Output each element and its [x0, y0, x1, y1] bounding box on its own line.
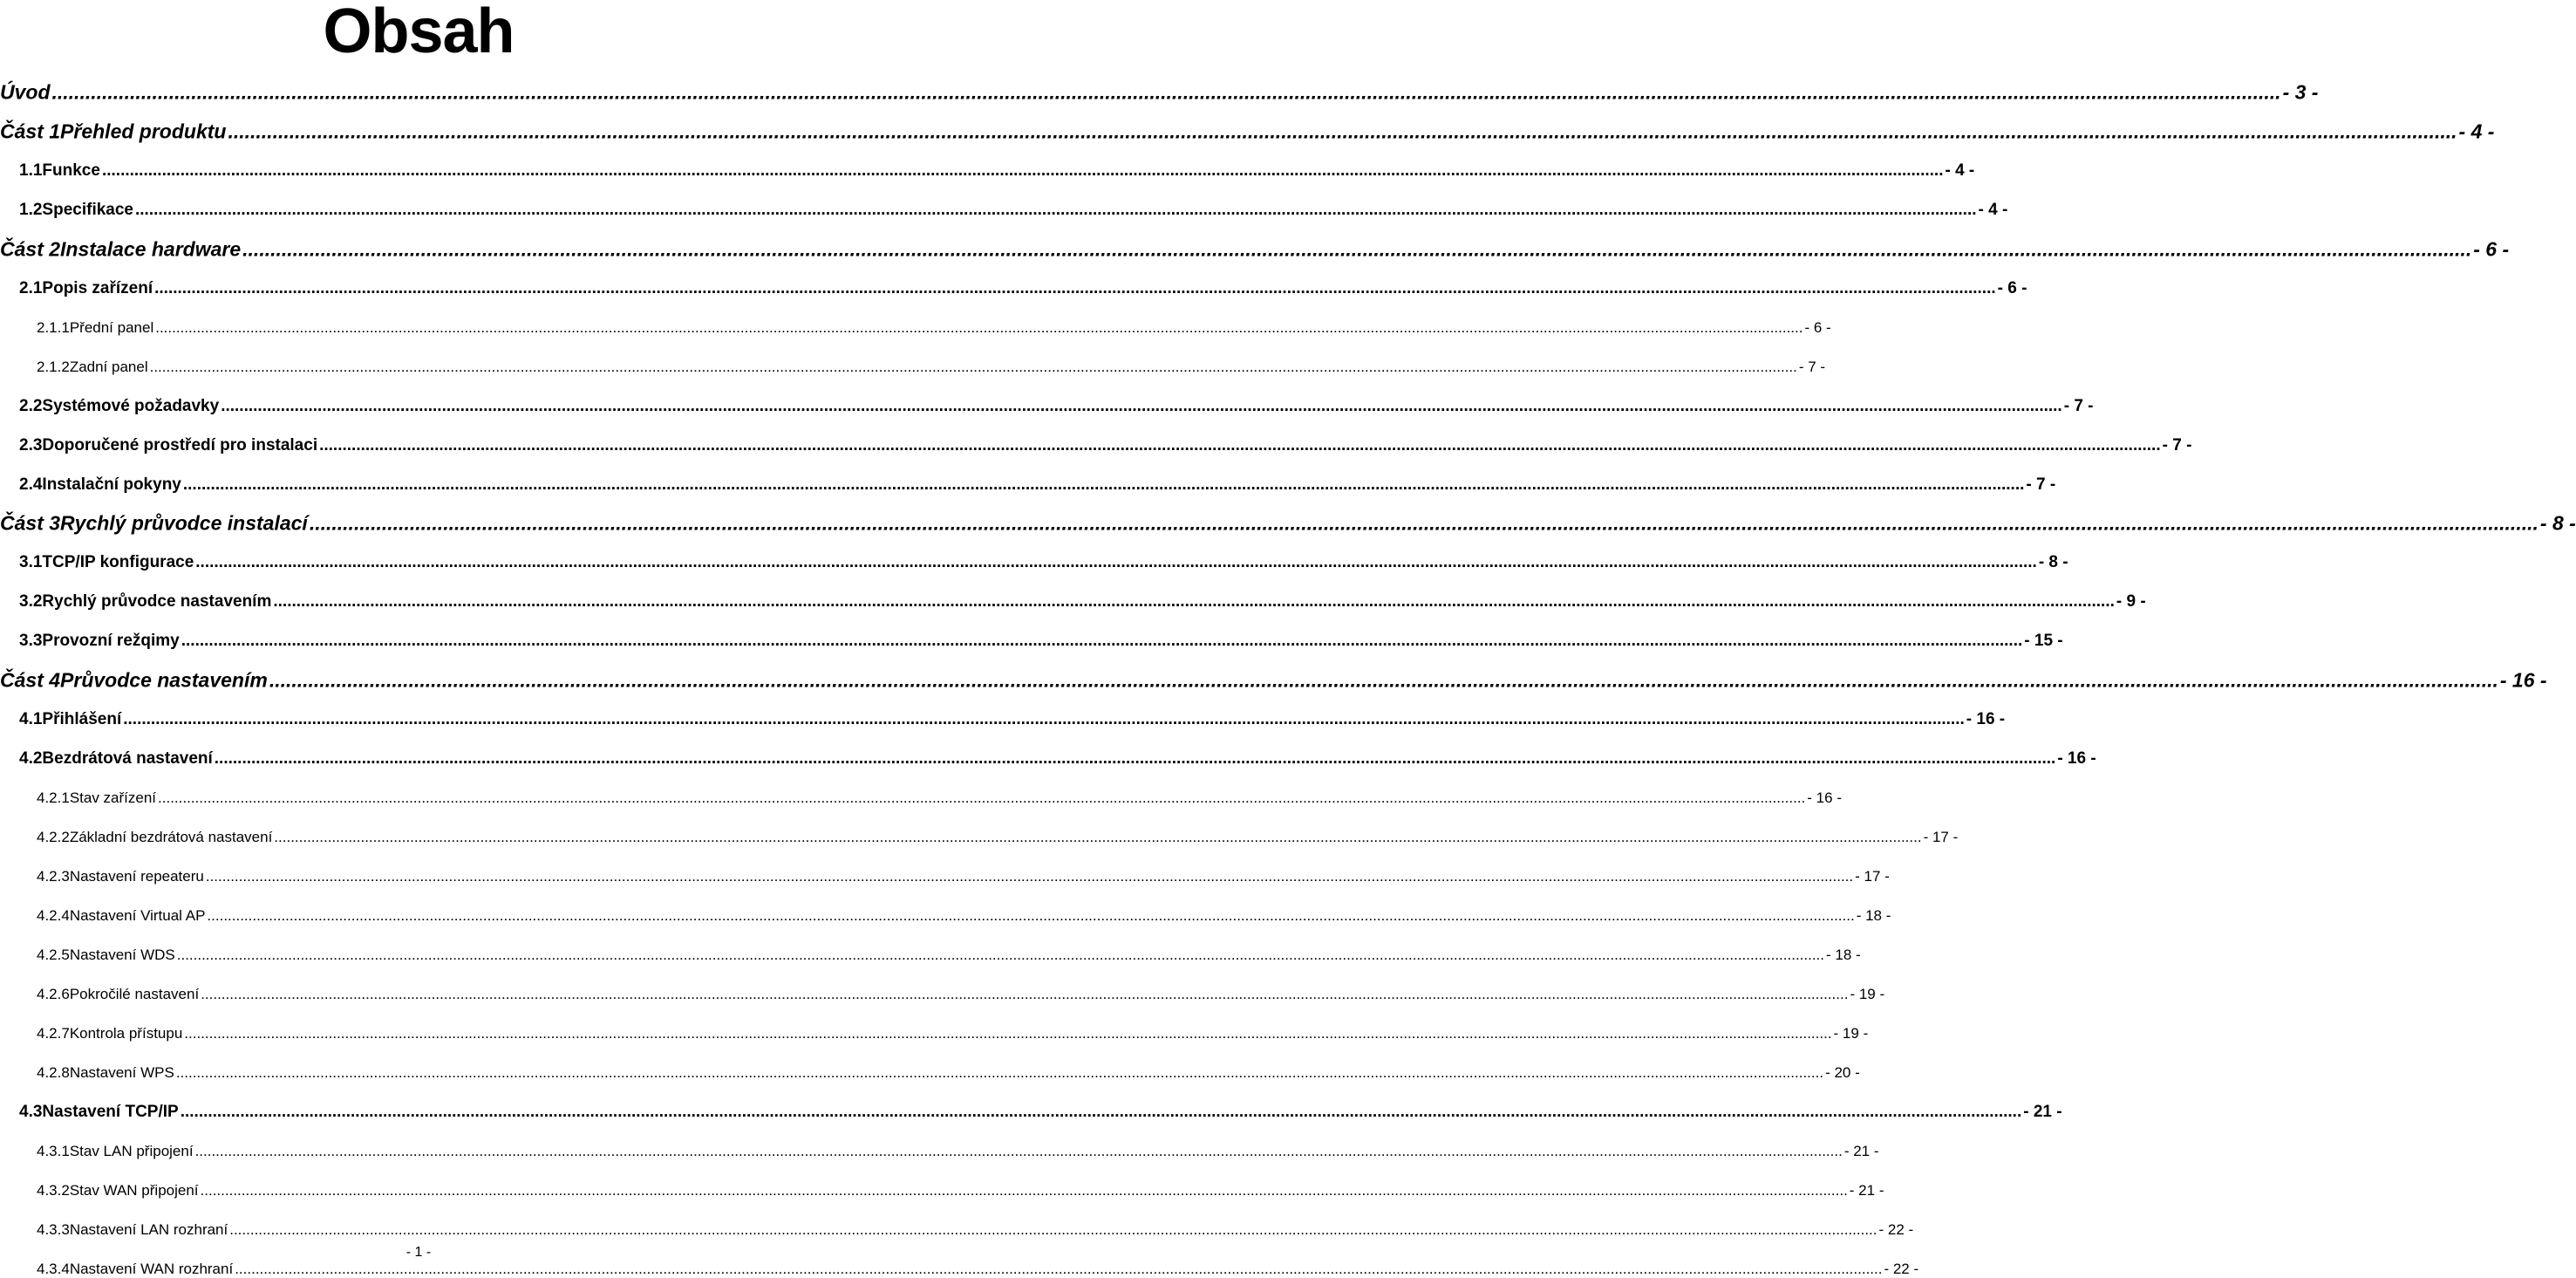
toc-entry-page: - 7 - — [2063, 396, 2094, 415]
dot-leader: ................................................................................................................................................................................................................................................................................................................................................................................................................ — [201, 985, 1849, 1002]
dot-leader: ................................................................................................................................................................................................................................................................................................................................................................................................................ — [175, 1063, 1824, 1081]
toc-entry-page: - 22 - — [1878, 1220, 1914, 1238]
toc-entry[interactable] — [19, 278, 2027, 298]
toc-entry-page: - 18 - — [1856, 906, 1891, 924]
toc-entry[interactable] — [37, 358, 1826, 376]
toc-entry-number: 4.2.1 — [37, 789, 70, 807]
dot-leader: ................................................................................................................................................................................................................................................................................................................................................................................................................ — [214, 749, 2056, 769]
toc-entry-number: 4.2.3 — [37, 868, 70, 885]
toc-entry-number: 2.1 — [19, 278, 43, 297]
dot-leader: ................................................................................................................................................................................................................................................................................................................................................................................................................ — [149, 358, 1797, 375]
page-number: - 1 - — [405, 1245, 432, 1260]
toc-entry-page: - 4 - — [1945, 161, 1975, 180]
toc-entry[interactable] — [37, 829, 1959, 846]
dot-leader: ................................................................................................................................................................................................................................................................................................................................................................................................................ — [195, 553, 2037, 572]
toc-entry-title: Přehled produktu — [60, 120, 227, 143]
dot-leader: ................................................................................................................................................................................................................................................................................................................................................................................................................ — [135, 200, 1977, 219]
dot-leader: ................................................................................................................................................................................................................................................................................................................................................................................................................ — [221, 396, 2062, 415]
toc-entry[interactable] — [37, 1260, 1919, 1278]
toc-entry-number: 3.2 — [19, 592, 43, 612]
toc-entry-title: Systémové požadavky — [42, 396, 220, 415]
toc-entry-page: - 17 - — [1855, 868, 1890, 885]
toc-entry-page: - 8 - — [2539, 511, 2576, 535]
toc-entry-page: - 18 - — [1826, 946, 1861, 963]
toc-entry-number: 1.2 — [19, 200, 43, 219]
toc-entry-title: Úvod — [0, 80, 51, 104]
toc-entry-number: 4.2.8 — [37, 1063, 70, 1081]
toc-entry-page: - 7 - — [2162, 435, 2192, 454]
toc-entry[interactable] — [37, 789, 1842, 807]
dot-leader: ................................................................................................................................................................................................................................................................................................................................................................................................................ — [154, 278, 1996, 297]
toc-entry-title: Zadní panel — [69, 358, 148, 375]
toc-entry-page: - 7 - — [2026, 475, 2056, 494]
toc-entry[interactable] — [19, 592, 2146, 612]
toc-entry-page: - 3 - — [2282, 80, 2319, 104]
toc-entry[interactable] — [19, 435, 2192, 455]
dot-leader: ................................................................................................................................................................................................................................................................................................................................................................................................................ — [229, 1220, 1877, 1238]
toc-entry-number: 4.1 — [19, 710, 43, 729]
toc-entry-number: 3.1 — [19, 553, 43, 572]
toc-entry[interactable] — [37, 318, 1831, 337]
toc-entry-number: 4.3.2 — [37, 1181, 70, 1199]
toc-entry-number: 4.2.2 — [37, 829, 70, 846]
toc-entry-number: 4.3.1 — [37, 1142, 70, 1159]
dot-leader: ................................................................................................................................................................................................................................................................................................................................................................................................................ — [274, 829, 1922, 846]
toc-entry-title: Pokročilé nastavení — [69, 985, 200, 1002]
toc-entry-title: Kontrola přístupu — [69, 1024, 183, 1042]
toc-entry-number: 2.1.2 — [37, 358, 70, 375]
toc-entry[interactable] — [19, 1102, 2062, 1122]
toc-entry[interactable] — [0, 237, 2510, 261]
toc-entry-title: Stav LAN připojení — [69, 1142, 194, 1159]
toc-entry-title: Doporučené prostředí pro instalaci — [42, 435, 318, 454]
toc-entry-number: 2.3 — [19, 435, 43, 454]
dot-leader: ................................................................................................................................................................................................................................................................................................................................................................................................................ — [200, 1181, 1848, 1199]
dot-leader: ................................................................................................................................................................................................................................................................................................................................................................................................................ — [205, 868, 1854, 885]
dot-leader: ................................................................................................................................................................................................................................................................................................................................................................................................................ — [101, 161, 1944, 180]
toc-entry[interactable] — [0, 120, 2495, 143]
toc-entry[interactable] — [0, 511, 2576, 536]
dot-leader: ................................................................................................................................................................................................................................................................................................................................................................................................................ — [176, 946, 1825, 963]
toc-entry-page: - 22 - — [1884, 1260, 1919, 1277]
toc-entry-title: Popis zařízení — [42, 278, 153, 297]
toc-entry[interactable] — [19, 710, 2006, 729]
toc-entry-title: TCP/IP konfigurace — [42, 553, 194, 572]
toc-entry-title: Rychlý průvodce nastavením — [42, 592, 272, 612]
toc-entry[interactable] — [37, 985, 1885, 1003]
toc-entry-number: 1.1 — [19, 161, 43, 180]
toc-entry-title: Rychlý průvodce instalací — [60, 511, 308, 535]
toc-entry[interactable] — [19, 632, 2063, 651]
toc-entry-page: - 6 - — [2473, 237, 2510, 261]
dot-leader: ................................................................................................................................................................................................................................................................................................................................................................................................................ — [51, 80, 2281, 104]
toc-entry-number: 2.2 — [19, 396, 43, 415]
toc-entry-page: - 16 - — [2499, 668, 2547, 692]
toc-entry[interactable] — [0, 668, 2547, 693]
dot-leader: ................................................................................................................................................................................................................................................................................................................................................................................................................ — [194, 1142, 1843, 1159]
toc-entry[interactable] — [19, 396, 2094, 416]
toc-entry-page: - 21 - — [1843, 1142, 1879, 1159]
dot-leader: ................................................................................................................................................................................................................................................................................................................................................................................................................ — [319, 435, 2161, 454]
dot-leader: ................................................................................................................................................................................................................................................................................................................................................................................................................ — [207, 906, 1855, 924]
toc-entry-title: Provozní režqimy — [42, 632, 180, 651]
toc-entry-page: - 21 - — [1849, 1181, 1884, 1199]
toc-entry-page: - 19 - — [1833, 1024, 1869, 1042]
toc-entry[interactable] — [37, 1181, 1884, 1199]
toc-entry[interactable] — [37, 1024, 1869, 1042]
toc-entry-title: Přední panel — [69, 318, 154, 336]
toc-entry-number: 4.2 — [19, 749, 43, 769]
toc-entry[interactable] — [37, 946, 1861, 964]
dot-leader: ................................................................................................................................................................................................................................................................................................................................................................................................................ — [235, 1260, 1883, 1277]
toc-entry-title: Instalace hardware — [60, 237, 242, 261]
toc-entry[interactable] — [19, 749, 2096, 769]
dot-leader: ................................................................................................................................................................................................................................................................................................................................................................................................................ — [228, 120, 2457, 143]
toc-entry-page: - 9 - — [2116, 592, 2146, 612]
toc-entry-title: Specifikace — [42, 200, 133, 219]
toc-entry-page: - 19 - — [1850, 985, 1885, 1002]
toc-entry[interactable] — [19, 553, 2068, 572]
dot-leader: ................................................................................................................................................................................................................................................................................................................................................................................................................ — [242, 237, 2472, 261]
toc-entry-title: Stav WAN připojení — [69, 1181, 199, 1199]
dot-leader: ................................................................................................................................................................................................................................................................................................................................................................................................................ — [273, 592, 2115, 612]
toc-entry[interactable] — [37, 1063, 1860, 1082]
toc-entry-title: Bezdrátová nastavení — [42, 749, 213, 769]
toc-entry-number: Část 3 — [0, 511, 61, 535]
toc-entry-number: Část 1 — [0, 120, 61, 143]
page-title: Obsah — [323, 0, 515, 66]
toc-entry-title: Přihlášení — [42, 710, 122, 729]
dot-leader: ................................................................................................................................................................................................................................................................................................................................................................................................................ — [269, 668, 2498, 692]
toc-entry-page: - 6 - — [1997, 278, 2027, 297]
dot-leader: ................................................................................................................................................................................................................................................................................................................................................................................................................ — [155, 318, 1803, 336]
toc-entry-title: Nastavení WAN rozhraní — [69, 1260, 234, 1277]
toc-entry-number: 2.1.1 — [37, 318, 70, 336]
toc-entry-title: Funkce — [42, 161, 100, 180]
toc-entry-page: - 4 - — [2458, 120, 2495, 143]
dot-leader: ................................................................................................................................................................................................................................................................................................................................................................................................................ — [182, 475, 2025, 494]
toc-entry-title: Instalační pokyny — [42, 475, 181, 494]
toc-entry[interactable] — [19, 161, 1975, 181]
toc-entry-number: 4.3.3 — [37, 1220, 70, 1238]
toc-entry-title: Nastavení WDS — [69, 946, 175, 963]
toc-entry-number: Část 2 — [0, 237, 61, 261]
dot-leader: ................................................................................................................................................................................................................................................................................................................................................................................................................ — [309, 511, 2539, 535]
toc-entry-number: 4.2.7 — [37, 1024, 70, 1042]
dot-leader: ................................................................................................................................................................................................................................................................................................................................................................................................................ — [180, 1102, 2022, 1121]
toc-entry-page: - 16 - — [1966, 710, 2006, 729]
toc-entry-number: 4.3.4 — [37, 1260, 70, 1277]
toc-entry[interactable] — [37, 906, 1891, 925]
toc-entry-number: 3.3 — [19, 632, 43, 651]
toc-entry-page: - 4 - — [1978, 200, 2008, 219]
toc-entry-title: Stav zařízení — [69, 789, 157, 807]
toc-entry-page: - 20 - — [1825, 1063, 1860, 1081]
toc-entry-title: Nastavení WPS — [69, 1063, 174, 1081]
toc-entry-page: - 16 - — [2057, 749, 2096, 769]
toc-entry-page: - 21 - — [2023, 1102, 2062, 1121]
toc-entry-title: Nastavení repeateru — [69, 868, 204, 885]
toc-entry-page: - 15 - — [2024, 632, 2063, 651]
dot-leader: ................................................................................................................................................................................................................................................................................................................................................................................................................ — [123, 710, 1965, 729]
dot-leader: ................................................................................................................................................................................................................................................................................................................................................................................................................ — [184, 1024, 1832, 1042]
toc-entry-number: Část 4 — [0, 668, 61, 692]
toc-entry-page: - 17 - — [1923, 829, 1959, 846]
toc-entry-page: - 6 - — [1804, 318, 1831, 336]
toc-entry-title: Základní bezdrátová nastavení — [69, 829, 273, 846]
toc-entry-page: - 16 - — [1807, 789, 1842, 807]
toc-entry-number: 2.4 — [19, 475, 43, 494]
dot-leader: ................................................................................................................................................................................................................................................................................................................................................................................................................ — [158, 789, 1806, 807]
toc-entry[interactable] — [19, 475, 2056, 495]
toc-entry-page: - 7 - — [1798, 358, 1826, 375]
toc-entry-title: Průvodce nastavením — [60, 668, 268, 692]
toc-entry[interactable] — [37, 1142, 1879, 1160]
toc-entry-number: 4.3 — [19, 1102, 43, 1121]
toc-entry-title: Nastavení TCP/IP — [42, 1102, 179, 1121]
toc-entry-number: 4.2.6 — [37, 985, 70, 1002]
toc-entry[interactable] — [19, 200, 2008, 220]
dot-leader: ................................................................................................................................................................................................................................................................................................................................................................................................................ — [181, 632, 2023, 651]
toc-entry-number: 4.2.5 — [37, 946, 70, 963]
toc-entry[interactable] — [0, 80, 2319, 105]
toc-entry-title: Nastavení LAN rozhraní — [69, 1220, 228, 1238]
toc-entry-page: - 8 - — [2038, 553, 2068, 572]
toc-entry-number: 4.2.4 — [37, 906, 70, 924]
toc-entry-title: Nastavení Virtual AP — [69, 906, 206, 924]
toc-entry[interactable] — [37, 1220, 1914, 1239]
toc-entry[interactable] — [37, 868, 1890, 885]
